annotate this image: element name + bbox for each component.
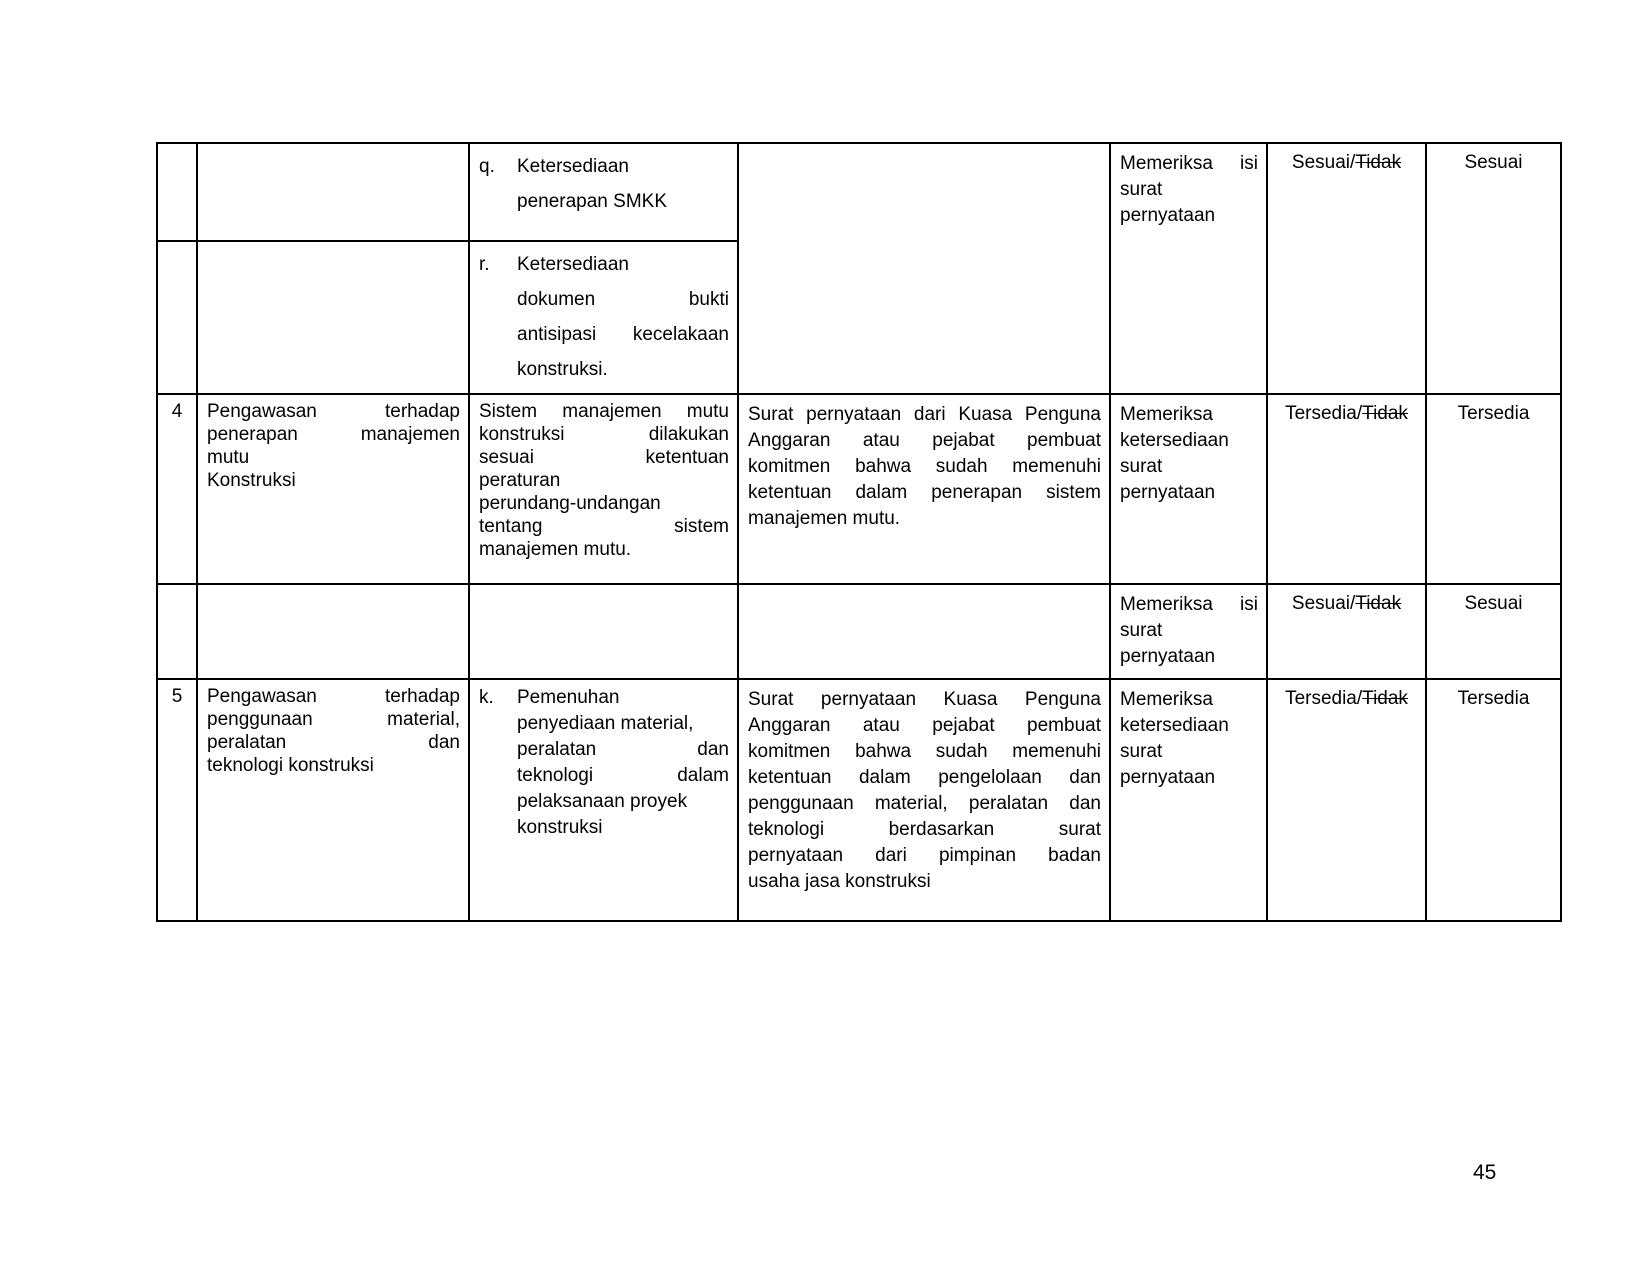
text-line: mutu <box>207 447 250 468</box>
text-line: pernyataan <box>1120 482 1216 503</box>
text-line: konstruksi <box>517 817 603 838</box>
text-line: teknologi berdasarkan surat <box>748 819 1101 840</box>
text-line: Memeriksa <box>1120 689 1213 710</box>
status-kept: Sesuai <box>1291 152 1351 173</box>
cell-cara-4 <box>1111 395 1268 585</box>
status-kept: Tersedia <box>1285 403 1357 424</box>
text-line: Anggaran atau pejabat pembuat <box>748 715 1101 736</box>
text-line: Memeriksa isi <box>1120 153 1258 174</box>
text-line: antisipasi kecelakaan <box>517 324 729 345</box>
status-struck: Tidak <box>1355 152 1402 173</box>
status-struck: Tidak <box>1362 403 1408 424</box>
status-struck: Tidak <box>1362 688 1408 709</box>
cell-kesimpulan-4: Tersedia <box>1427 395 1560 585</box>
text-line: penyediaan material, <box>517 713 694 734</box>
cell-kesimpulan-5: Tersedia <box>1427 680 1560 920</box>
list-item-q <box>479 149 729 219</box>
text-line: peraturan <box>479 470 561 491</box>
list-item-r-text <box>517 247 729 387</box>
text-line: Pengawasan terhadap <box>207 401 460 422</box>
cell-hasil-s <box>1268 585 1427 680</box>
text-line: Sistem manajemen mutu <box>479 401 729 422</box>
text-line: manajemen mutu. <box>748 508 901 529</box>
status-struck: Tidak <box>1355 593 1402 614</box>
text-line: Pemenuhan <box>517 687 620 708</box>
cell-uraian-empty-s <box>198 585 470 680</box>
cell-item-q <box>470 144 739 242</box>
cell-no-5: 5 <box>158 680 198 920</box>
cell-bukti-empty-s <box>739 585 1111 680</box>
cell-no-empty-q <box>158 144 198 242</box>
text-line: Surat pernyataan Kuasa Penguna <box>748 689 1101 710</box>
status-separator: / <box>1356 403 1363 424</box>
list-marker-q: q. <box>479 156 495 177</box>
text-line: Ketersediaan <box>517 156 629 177</box>
text-line: penerapan SMKK <box>517 191 667 212</box>
text-line: Ketersediaan <box>517 254 629 275</box>
text-line: pernyataan <box>1120 205 1216 226</box>
text-line: tentang sistem <box>479 516 729 537</box>
text-line: manajemen mutu. <box>479 539 632 560</box>
cell-cara-qr <box>1111 144 1268 395</box>
text-line: Surat pernyataan dari Kuasa Penguna <box>748 404 1101 425</box>
cell-hasil-5 <box>1268 680 1427 920</box>
cell-bukti-5 <box>739 680 1111 920</box>
list-item-q-text <box>517 149 729 219</box>
text-line: ketersediaan <box>1120 715 1229 736</box>
text-line: dokumen bukti <box>517 289 729 310</box>
text-line: ketentuan dalam pengelolaan dan <box>748 767 1101 788</box>
text-line: ketersediaan <box>1120 430 1229 451</box>
text-line: pernyataan dari pimpinan badan <box>748 845 1101 866</box>
text-line: Konstruksi <box>207 470 296 491</box>
status-separator: / <box>1350 152 1356 173</box>
cell-kesimpulan-qr: Sesuai <box>1427 144 1560 395</box>
text-line: teknologi dalam <box>517 765 729 786</box>
cell-uraian-empty-r <box>198 242 470 395</box>
text-line: komitmen bahwa sudah memenuhi <box>748 741 1101 762</box>
text-line: surat <box>1120 179 1163 200</box>
inspection-table <box>156 142 1562 922</box>
text-line: penggunaan material, peralatan dan <box>748 793 1101 814</box>
text-line: pernyataan <box>1120 646 1216 667</box>
cell-bukti-4 <box>739 395 1111 585</box>
text-line: surat <box>1120 620 1163 641</box>
cell-item-4 <box>470 395 739 585</box>
text-line: konstruksi. <box>517 359 608 380</box>
text-line: penggunaan material, <box>207 709 460 730</box>
text-line: ketentuan dalam penerapan sistem <box>748 482 1101 503</box>
cell-item-r <box>470 242 739 395</box>
list-marker-k: k. <box>479 687 494 708</box>
text-line: Memeriksa isi <box>1120 594 1258 615</box>
text-line: perundang-undangan <box>479 493 661 514</box>
text-line: komitmen bahwa sudah memenuhi <box>748 456 1101 477</box>
status-kept: Tersedia <box>1285 688 1357 709</box>
page-number: 45 <box>1473 1161 1497 1184</box>
status-separator: / <box>1356 688 1363 709</box>
list-marker-r: r. <box>479 254 490 275</box>
status-separator: / <box>1350 593 1356 614</box>
text-line: teknologi konstruksi <box>207 755 374 776</box>
list-item-k-text <box>517 685 729 841</box>
status-kept: Sesuai <box>1291 593 1351 614</box>
text-line: konstruksi dilakukan <box>479 424 729 445</box>
cell-bukti-qr-empty <box>739 144 1111 395</box>
cell-item-empty-s <box>470 585 739 680</box>
text-line: surat <box>1120 741 1163 762</box>
cell-hasil-qr <box>1268 144 1427 395</box>
text-line: peralatan dan <box>517 739 729 760</box>
text-line: Pengawasan terhadap <box>207 686 460 707</box>
cell-no-empty-s <box>158 585 198 680</box>
cell-hasil-4 <box>1268 395 1427 585</box>
cell-uraian-5 <box>198 680 470 920</box>
cell-no-empty-r <box>158 242 198 395</box>
text-line: Memeriksa <box>1120 404 1213 425</box>
text-line: penerapan manajemen <box>207 424 460 445</box>
text-line: surat <box>1120 456 1163 477</box>
cell-uraian-empty-q <box>198 144 470 242</box>
text-line: peralatan dan <box>207 732 460 753</box>
text-line: Anggaran atau pejabat pembuat <box>748 430 1101 451</box>
cell-uraian-4 <box>198 395 470 585</box>
cell-cara-s <box>1111 585 1268 680</box>
list-item-k <box>479 685 729 841</box>
cell-kesimpulan-s: Sesuai <box>1427 585 1560 680</box>
cell-cara-5 <box>1111 680 1268 920</box>
cell-item-5 <box>470 680 739 920</box>
cell-no-4: 4 <box>158 395 198 585</box>
list-item-r <box>479 247 729 387</box>
text-line: pelaksanaan proyek <box>517 791 688 812</box>
text-line: pernyataan <box>1120 767 1216 788</box>
text-line: sesuai ketentuan <box>479 447 729 468</box>
text-line: usaha jasa konstruksi <box>748 871 931 892</box>
